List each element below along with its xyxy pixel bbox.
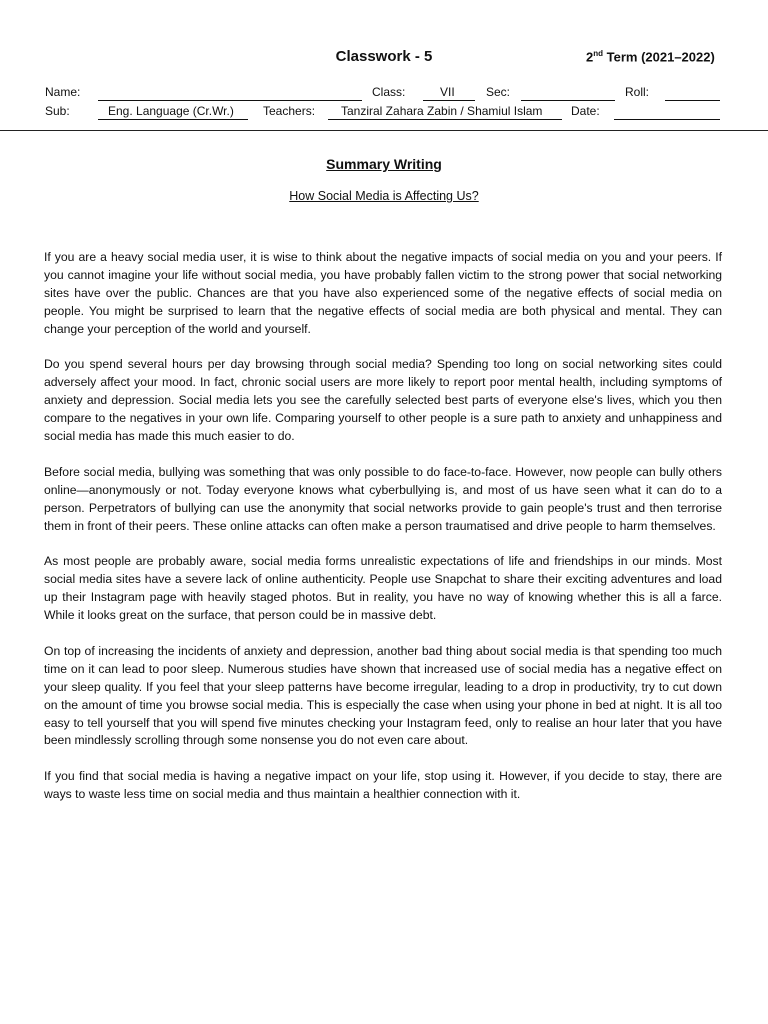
paragraph: If you are a heavy social media user, it is wise to think about the negative impacts of social media on you and your peers. If you cannot imagine your life without social media, you have probably fallen victim to the strong power that social networking sites have over the public. Chances are that you have also experienced some of the negative effects of social media on people. You might be surprised to learn that the negative effects of social media are both physical and mental. They can change your perception of the world and yourself. [44, 250, 722, 336]
worksheet-title: Classwork - 5 [335, 48, 433, 65]
subject-label: Sub: [45, 104, 70, 118]
passage-title: How Social Media is Affecting Us? [289, 189, 479, 203]
term-label [586, 49, 715, 64]
section-heading: Summary Writing [326, 156, 442, 172]
teachers-value: Tanziral Zahara Zabin / Shamiul Islam [341, 104, 543, 118]
class-label: Class: [372, 85, 406, 99]
term-ordinal: 2 [586, 49, 594, 65]
class-value: VII [440, 85, 455, 99]
class-blank-line [423, 100, 475, 101]
paragraph: On top of increasing the incidents of anxiety and depression, another bad thing about social media is that spending too much time on it can lead to poor sleep. Numerous studies have shown that increased use of social media has a negative effect on your sleep quality. If you feel that your sleep patterns have become irregular, leading to a drop in productivity, try to cut down on the amount of time you browse social media. This is especially the case when using your phone in bed at night. It is all too easy to tell yourself that you will spend five minutes checking your Instagram feed, only to realise an hour later that you have been mindlessly scrolling through some nonsense you do not even care about. [44, 643, 722, 748]
term-suffix: nd [593, 49, 604, 58]
date-blank-line [614, 119, 720, 120]
teachers-label: Teachers: [263, 104, 316, 118]
name-label: Name: [45, 85, 81, 99]
date-label: Date: [571, 104, 600, 118]
subject-value: Eng. Language (Cr.Wr.) [108, 104, 234, 118]
header-divider [0, 130, 768, 131]
paragraph: Do you spend several hours per day browsing through social media? Spending too long on social networking sites could adversely affect your mood. In fact, chronic social users are more likely to report poor mental health, including symptoms of anxiety and depression. Social media lets you see the carefully selected best parts of everyone else's lives, which you then compare to the negatives in your own life. Comparing yourself to other people is a sure path to anxiety and unhappiness and social media has made this much easier to do. [44, 357, 722, 444]
name-blank-line [98, 100, 362, 101]
teachers-blank-line [328, 119, 562, 120]
sec-label: Sec: [486, 85, 511, 99]
paragraph: If you find that social media is having a negative impact on your life, stop using it. However, if you decide to stay, there are ways to waste less time on social media and thus maintain a healthier connection with it. [44, 769, 722, 802]
roll-blank-line [665, 100, 720, 101]
roll-label: Roll: [625, 85, 650, 99]
passage-body [44, 249, 722, 822]
paragraph: As most people are probably aware, social media forms unrealistic expectations of life and friendships in our minds. Most social media sites have a severe lack of online authenticity. People use Snapchat to share their exciting adventures and load up their Instagram page with heavily staged photos. But in reality, you have no way of knowing whether this is all a farce. While it looks great on the surface, that person could be in massive debt. [44, 554, 722, 623]
paragraph: Before social media, bullying was something that was only possible to do face-to-face. However, now people can bully others online—anonymously or not. Today everyone knows what cyberbullying is, and most of us have seen what it can do to a person. Perpetrators of bullying can use the anonymity that social networks provide to gain people's trust and then terrorise them in front of their peers. These online attacks can often make a person traumatised and drive people to harm themselves. [44, 464, 722, 533]
sec-blank-line [521, 100, 615, 101]
term-years: Term (2021–2022) [603, 49, 715, 65]
subject-blank-line [98, 119, 248, 120]
